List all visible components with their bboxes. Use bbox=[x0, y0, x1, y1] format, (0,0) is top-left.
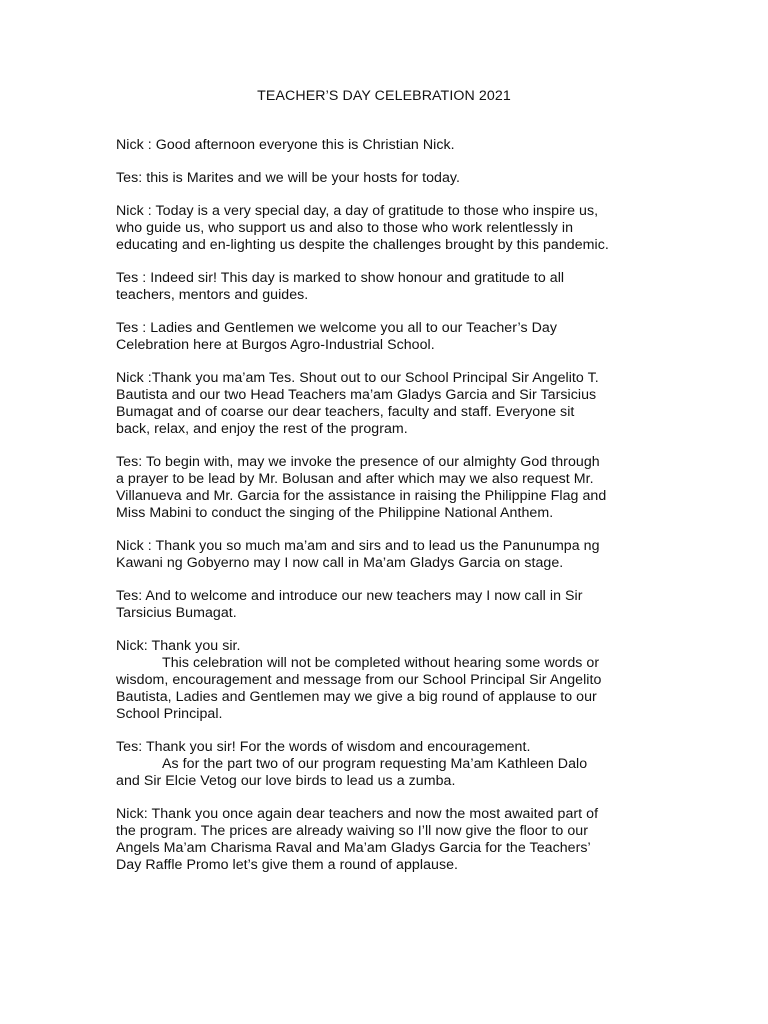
paragraph-line: teachers, mentors and guides. bbox=[116, 287, 309, 303]
paragraph-line: Nick :Thank you ma’am Tes. Shout out to our School Principal Sir Angelito T. bbox=[116, 370, 599, 386]
paragraph-line: This celebration will not be completed without hearing some words or bbox=[162, 655, 600, 671]
document-body bbox=[116, 137, 661, 890]
paragraph-line: Tes: Thank you sir! For the words of wisdom and encouragement. bbox=[116, 739, 531, 755]
paragraph-line: Day Raffle Promo let’s give them a round of applause. bbox=[116, 857, 459, 873]
paragraph-line: Bautista, Ladies and Gentlemen may we give a big round of applause to our bbox=[116, 689, 597, 705]
script-paragraph bbox=[116, 739, 661, 790]
script-paragraph bbox=[116, 320, 661, 354]
document-title: TEACHER’S DAY CELEBRATION 2021 bbox=[257, 88, 511, 104]
script-paragraph bbox=[116, 270, 661, 304]
paragraph-line: Tarsicius Bumagat. bbox=[116, 605, 237, 621]
paragraph-line: Nick: Thank you sir. bbox=[116, 638, 241, 654]
paragraph-line: School Principal. bbox=[116, 706, 223, 722]
script-paragraph bbox=[116, 454, 661, 522]
paragraph-line: Tes: To begin with, may we invoke the presence of our almighty God through bbox=[116, 454, 600, 470]
script-paragraph bbox=[116, 170, 661, 187]
paragraph-line: Nick: Thank you once again dear teachers and now the most awaited part of bbox=[116, 806, 599, 822]
paragraph-line: Nick : Thank you so much ma’am and sirs and to lead us the Panunumpa ng bbox=[116, 538, 600, 554]
paragraph-line: wisdom, encouragement and message from our School Principal Sir Angelito bbox=[116, 672, 602, 688]
script-paragraph bbox=[116, 806, 661, 874]
script-paragraph bbox=[116, 538, 661, 572]
paragraph-line: Miss Mabini to conduct the singing of the Philippine National Anthem. bbox=[116, 505, 554, 521]
paragraph-line: Nick : Today is a very special day, a day of gratitude to those who inspire us, bbox=[116, 203, 599, 219]
paragraph-line: Tes: And to welcome and introduce our new teachers may I now call in Sir bbox=[116, 588, 583, 604]
paragraph-line: educating and en-lighting us despite the challenges brought by this pandemic. bbox=[116, 237, 609, 253]
paragraph-line: Villanueva and Mr. Garcia for the assistance in raising the Philippine Flag and bbox=[116, 488, 607, 504]
paragraph-line: Tes : Indeed sir! This day is marked to show honour and gratitude to all bbox=[116, 270, 565, 286]
paragraph-line: Nick : Good afternoon everyone this is Christian Nick. bbox=[116, 137, 455, 153]
paragraph-line: Tes: this is Marites and we will be your hosts for today. bbox=[116, 170, 461, 186]
script-paragraph bbox=[116, 588, 661, 622]
paragraph-line: Kawani ng Gobyerno may I now call in Ma’am Gladys Garcia on stage. bbox=[116, 555, 564, 571]
paragraph-line: Celebration here at Burgos Agro-Industrial School. bbox=[116, 337, 435, 353]
script-paragraph bbox=[116, 638, 661, 723]
paragraph-line: Tes : Ladies and Gentlemen we welcome you all to our Teacher’s Day bbox=[116, 320, 557, 336]
paragraph-line: the program. The prices are already waiving so I’ll now give the floor to our bbox=[116, 823, 589, 839]
script-paragraph bbox=[116, 370, 661, 438]
paragraph-line: back, relax, and enjoy the rest of the program. bbox=[116, 421, 408, 437]
paragraph-line: As for the part two of our program requesting Ma’am Kathleen Dalo bbox=[162, 756, 588, 772]
paragraph-line: a prayer to be lead by Mr. Bolusan and after which may we also request Mr. bbox=[116, 471, 594, 487]
script-paragraph bbox=[116, 203, 661, 254]
script-paragraph bbox=[116, 137, 661, 154]
paragraph-line: Bumagat and of coarse our dear teachers, faculty and staff. Everyone sit bbox=[116, 404, 575, 420]
paragraph-line: who guide us, who support us and also to those who work relentlessly in bbox=[116, 220, 574, 236]
paragraph-line: and Sir Elcie Vetog our love birds to lead us a zumba. bbox=[116, 773, 456, 789]
paragraph-line: Bautista and our two Head Teachers ma’am Gladys Garcia and Sir Tarsicius bbox=[116, 387, 597, 403]
paragraph-line: Angels Ma’am Charisma Raval and Ma’am Gladys Garcia for the Teachers’ bbox=[116, 840, 591, 856]
